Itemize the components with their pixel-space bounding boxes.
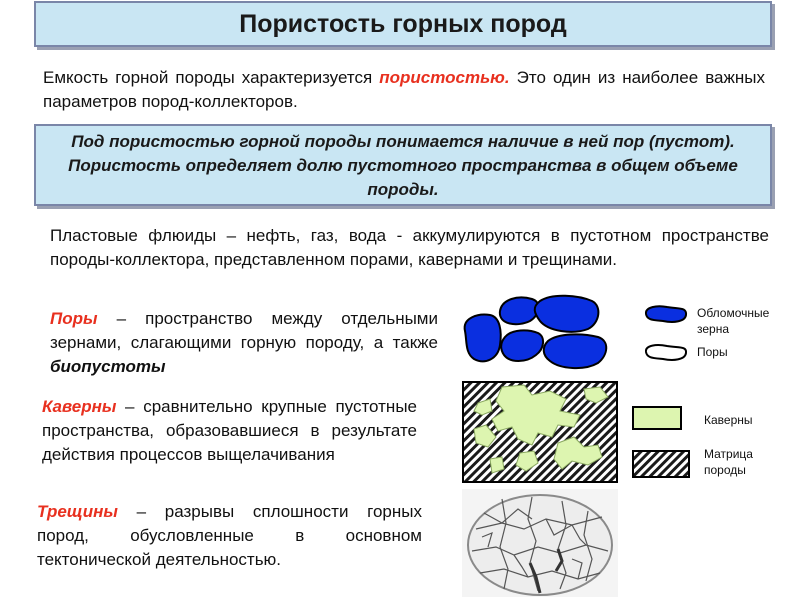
pores-term: Поры bbox=[50, 309, 98, 328]
pores-text: – пространство между отдельными зернами, слагающими горную породу, а также bbox=[50, 309, 438, 352]
intro-before: Емкость горной породы характеризуется bbox=[43, 68, 380, 87]
title-banner bbox=[34, 1, 772, 47]
grain-shape bbox=[465, 315, 501, 362]
intro-highlight: пористостью. bbox=[379, 68, 510, 87]
grain-shape bbox=[535, 296, 599, 332]
cracks-term: Трещины bbox=[37, 502, 118, 521]
legend-pores-label: Поры bbox=[697, 345, 728, 359]
fluids-paragraph: Пластовые флюиды – нефть, газ, вода - аккумулируются в пустотном пространстве породы-коллектора, представленном порами, кавернами и трещинами. bbox=[50, 226, 769, 269]
cracks-paragraph bbox=[37, 500, 422, 572]
legend-pore-icon bbox=[643, 341, 689, 363]
grain-shape bbox=[544, 334, 607, 368]
caverns-term: Каверны bbox=[42, 397, 117, 416]
cracks-illustration bbox=[462, 489, 618, 597]
pores-illustration bbox=[460, 293, 622, 373]
caverns-illustration bbox=[462, 381, 618, 483]
legend-grains-label: Обломочные зерна bbox=[697, 306, 770, 336]
cracks-text: – разрывы сплошности горных пород, обусловленные в основном тектонической деятельностью. bbox=[37, 502, 422, 569]
legend-cavern-swatch bbox=[632, 406, 682, 430]
legend-matrix-label: Матрица породы bbox=[704, 447, 753, 477]
definition-text: Под пористостью горной породы понимается наличие в ней пор (пустот). Пористость определяет долю пустотного пространства в общем объеме породы. bbox=[68, 132, 738, 199]
caverns-text: – сравнительно крупные пустотные пространства, образовавшиеся в результате действия процессов выщелачивания bbox=[42, 397, 417, 464]
page-title: Пористость горных пород bbox=[239, 9, 567, 38]
intro-paragraph bbox=[43, 66, 765, 114]
intro-after: Это один из наиболее важных параметров пород-коллекторов. bbox=[43, 68, 765, 111]
grain-shape bbox=[501, 330, 543, 361]
legend-grain-icon bbox=[643, 303, 689, 325]
grain-shape bbox=[500, 298, 539, 325]
definition-box bbox=[34, 124, 772, 206]
caverns-paragraph bbox=[42, 395, 417, 467]
legend-caverns-label: Каверны bbox=[704, 413, 753, 427]
pores-paragraph bbox=[50, 307, 438, 379]
legend-matrix-swatch bbox=[632, 450, 690, 478]
pores-emph: биопустоты bbox=[50, 357, 166, 376]
